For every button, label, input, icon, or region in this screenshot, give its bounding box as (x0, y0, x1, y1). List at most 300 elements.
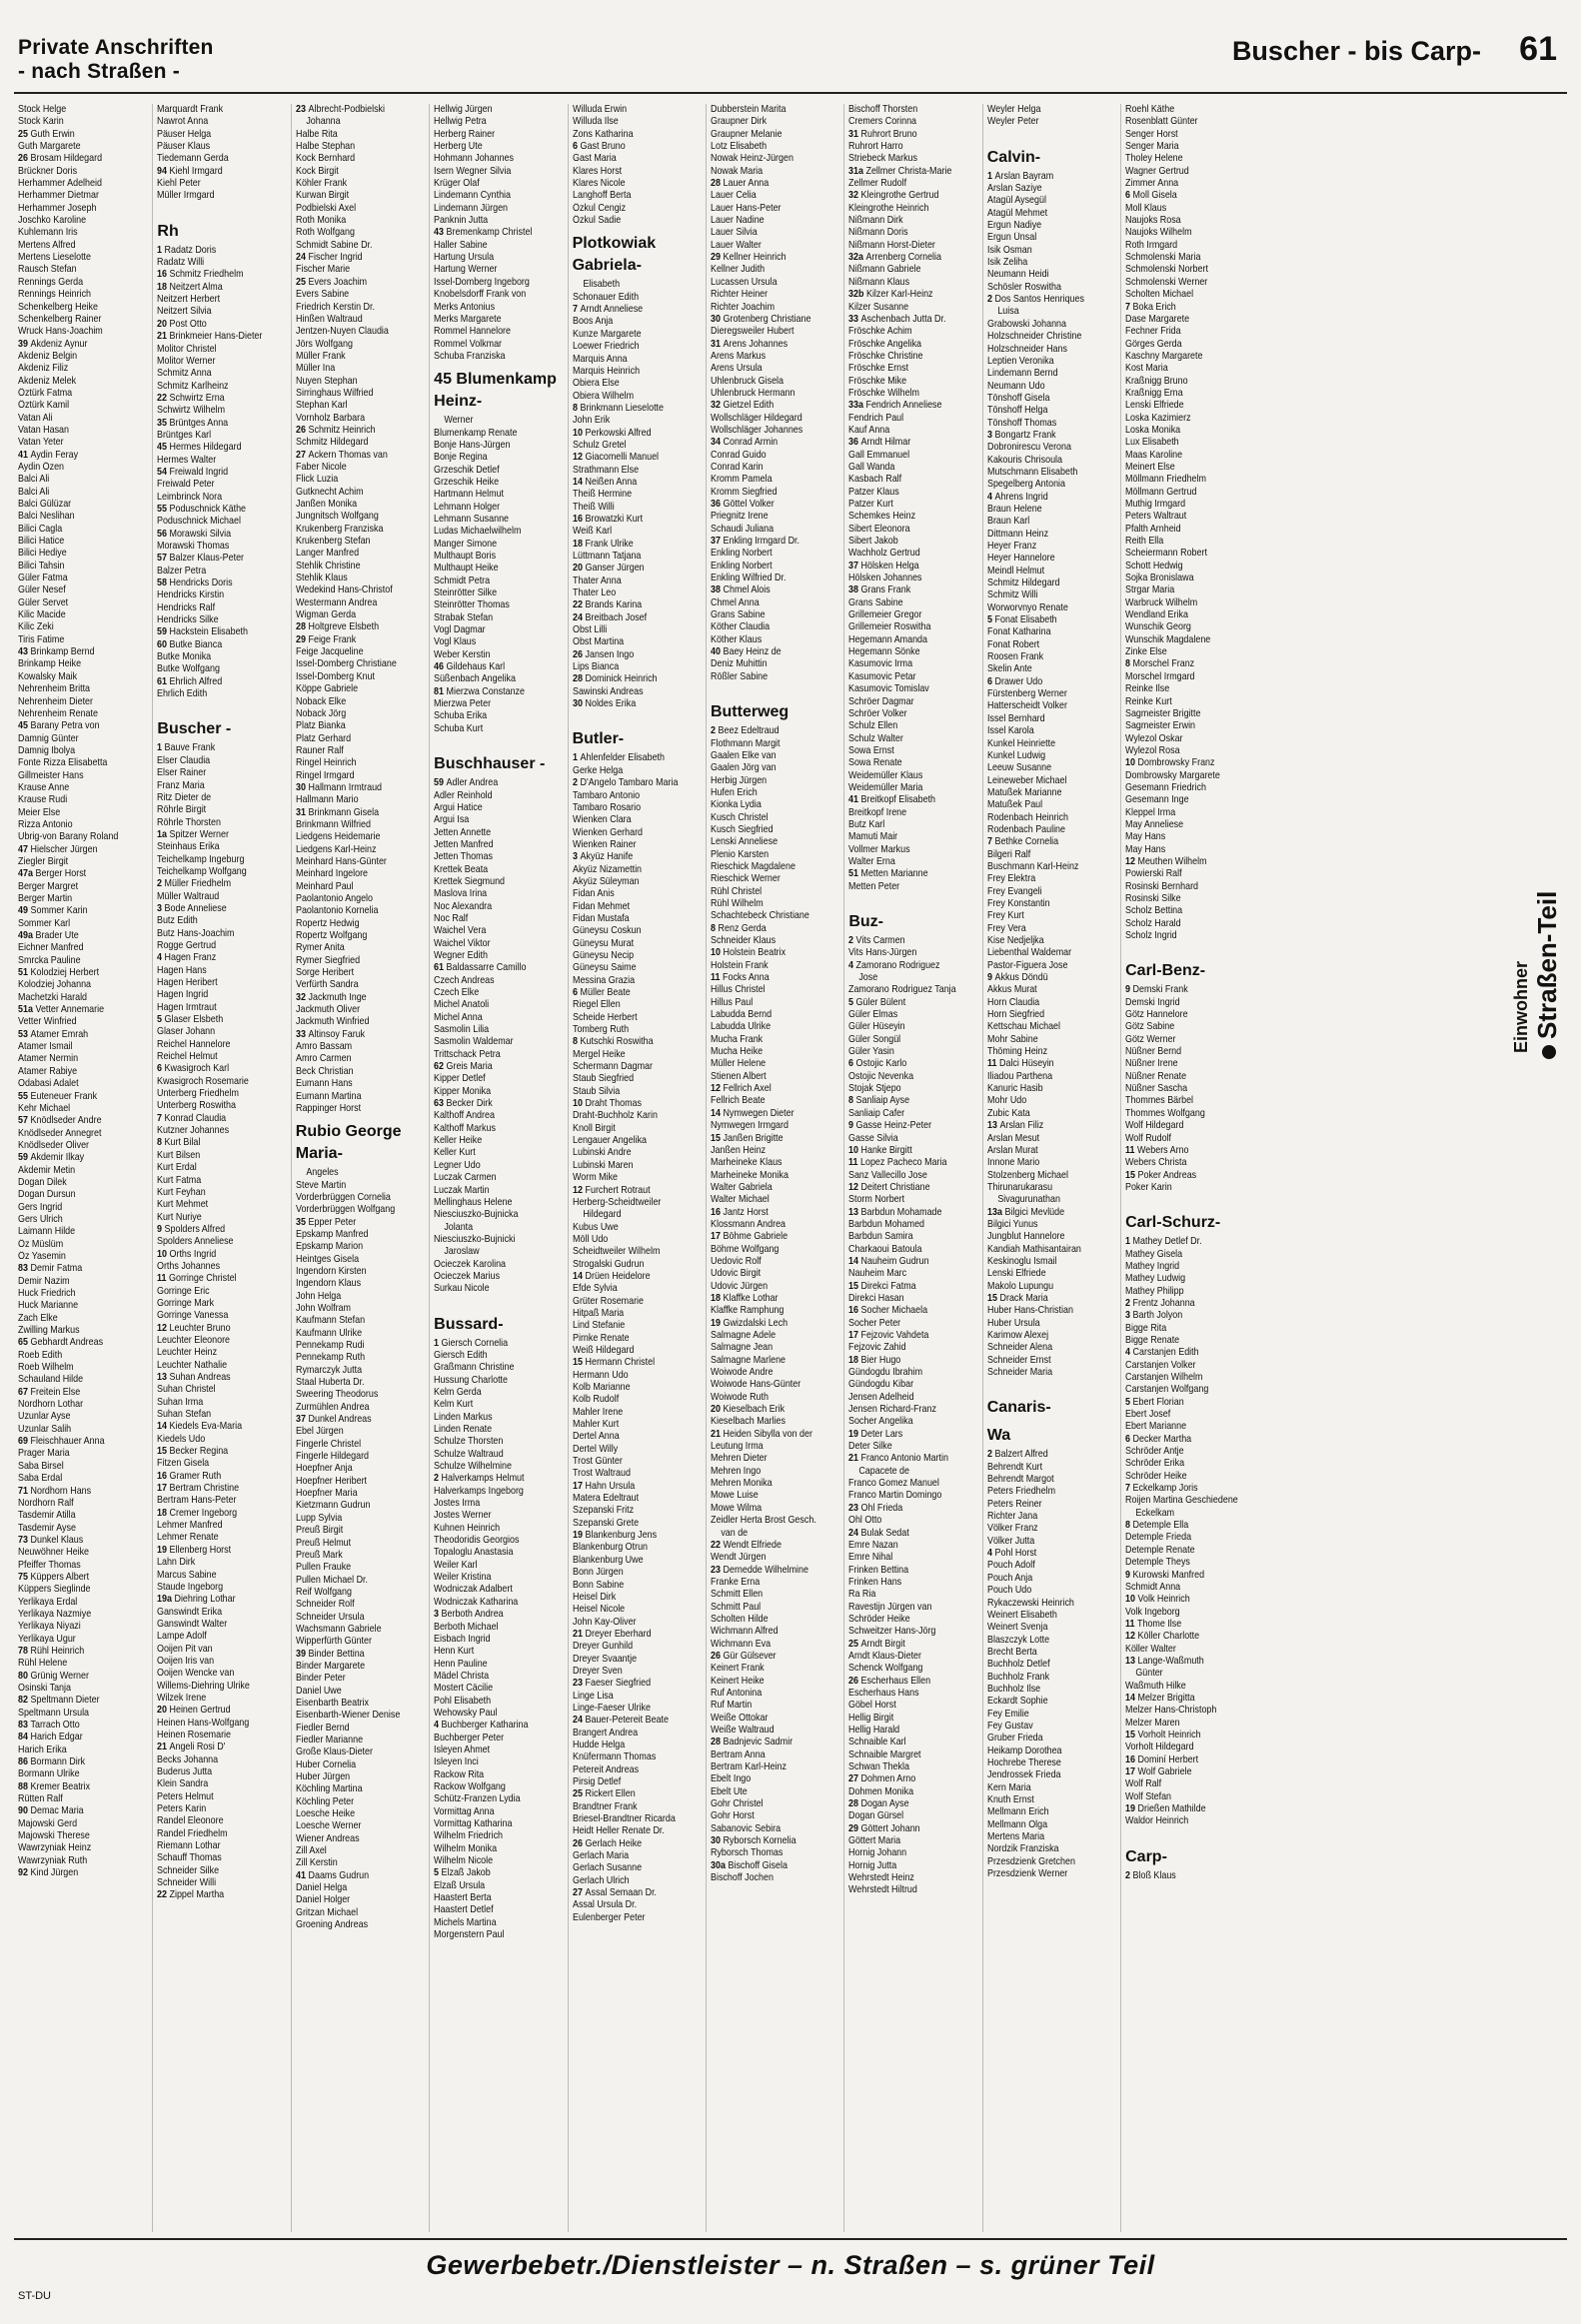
directory-entry: Rogge Gertrud (157, 939, 217, 951)
directory-entry: Schuba Franziska (434, 350, 506, 362)
directory-entry: Sojka Bronislawa (1125, 573, 1194, 584)
directory-entry: 30 Hallmann Irmtraud (295, 781, 382, 793)
directory-entry: Teichelkamp Ingeburg (157, 853, 245, 865)
directory-entry: 14 Kiedels Eva-Maria (157, 1421, 243, 1433)
house-number: 71 (18, 1485, 28, 1497)
directory-entry: Lenski Anneliese (710, 836, 779, 848)
directory-entry: Kipper Monika (434, 1085, 492, 1097)
house-number: 11 (710, 972, 721, 984)
directory-entry: Gruber Frieda (986, 1733, 1043, 1744)
directory-entry: 23 Albrecht-Podbielski (295, 104, 385, 115)
directory-entry: Linden Markus (434, 1411, 493, 1423)
directory-entry: Richter Joachim (710, 301, 776, 313)
directory-entry: Legner Udo (434, 1159, 481, 1171)
directory-entry: Roeb Wilhelm (18, 1362, 74, 1374)
directory-entry: Majowski Therese (18, 1830, 90, 1842)
directory-entry: Rieschick Werner (710, 873, 781, 885)
directory-entry: 17 Wolf Gabriele (1125, 1766, 1192, 1777)
directory-entry: Balci Gülüzar (18, 499, 72, 510)
directory-entry: Schmidt Sabine Dr. (295, 239, 373, 251)
directory-entry: Steve Martin (295, 1179, 346, 1191)
directory-entry: 23 Faeser Siegfried (572, 1678, 651, 1690)
house-number: 13 (986, 1120, 997, 1132)
directory-entry: 4 Ahrens Ingrid (986, 491, 1048, 503)
directory-entry: Heikamp Dorothea (986, 1744, 1062, 1756)
directory-entry: Klares Nicole (572, 178, 626, 190)
house-number: 8 (157, 1137, 163, 1149)
directory-entry: Deniz Muhittin (710, 658, 768, 670)
directory-entry: Sabanovic Sebira (710, 1822, 782, 1834)
directory-entry: 17 Fejzovic Vahdeta (848, 1330, 929, 1341)
directory-entry: Mädel Christa (434, 1670, 490, 1682)
spacer (1125, 1828, 1254, 1840)
directory-entry: Lampe Adolf (157, 1631, 208, 1643)
directory-entry: Nehrenheim Dieter (18, 695, 94, 707)
directory-entry: Pastor-Figuera Jose (986, 959, 1068, 971)
footer-rule (14, 2238, 1567, 2240)
directory-entry: Köther Claudia (710, 621, 771, 633)
directory-entry: Wodniczak Katharina (434, 1596, 519, 1608)
directory-entry: Balci Ali (18, 474, 50, 486)
directory-entry: Preuß Birgit (295, 1525, 343, 1537)
directory-entry: 10 Dombrowsky Franz (1125, 757, 1215, 769)
directory-entry: Senger Maria (1125, 141, 1179, 153)
house-number: 14 (572, 1270, 583, 1282)
street-heading: Rh (157, 222, 179, 240)
directory-entry: Ocieczek Marius (434, 1270, 501, 1282)
directory-entry: Blaszczyk Lotte (986, 1634, 1049, 1646)
directory-entry: Barbdun Samira (848, 1231, 913, 1243)
directory-entry: 16 Socher Michaela (848, 1305, 928, 1317)
directory-entry: Franco Gomez Manuel (848, 1478, 940, 1490)
directory-entry: Günter (1135, 1668, 1163, 1680)
directory-entry: Ganswindt Walter (157, 1618, 228, 1630)
directory-entry: Steinrötter Silke (434, 587, 498, 599)
directory-entry: Luczak Martin (434, 1184, 490, 1196)
directory-entry: 8 Detemple Ella (1125, 1520, 1189, 1532)
directory-entry: Kilic Zeki (18, 621, 54, 633)
directory-entry: Langhoff Berta (572, 190, 632, 202)
directory-entry: Hartung Ursula (434, 252, 495, 264)
directory-entry: Güneysu Coskun (572, 925, 642, 937)
directory-entry: Akkus Murat (986, 984, 1037, 996)
directory-entry: Jostes Irma (434, 1498, 481, 1510)
house-number: 4 (986, 1548, 992, 1560)
directory-entry: 32 Gietzel Edith (710, 400, 775, 412)
directory-entry: Reichel Helmut (157, 1051, 218, 1063)
directory-entry: Michels Martina (434, 1916, 497, 1928)
directory-entry: Atamer Rabiye (18, 1065, 78, 1077)
directory-entry: Saba Birsel (18, 1460, 64, 1472)
directory-entry: Ringel Irmgard (295, 769, 355, 781)
directory-entry: Carstanjen Wolfgang (1125, 1384, 1209, 1396)
directory-entry: Gast Maria (572, 153, 617, 165)
spacer (157, 203, 286, 215)
directory-entry: Stephan Karl (295, 400, 348, 412)
directory-entry: Leptien Veronika (986, 355, 1054, 367)
directory-entry: Marquis Anna (572, 353, 628, 365)
directory-entry: Hartmann Helmut (434, 489, 505, 501)
directory-entry: 19 Deter Lars (848, 1428, 903, 1440)
directory-entry: Schonauer Edith (572, 291, 639, 303)
directory-entry: 23 Ohl Frieda (848, 1502, 903, 1514)
directory-entry: Michel Anna (434, 1011, 483, 1023)
directory-entry: Kwasigroch Rosemarie (157, 1075, 250, 1087)
directory-entry: 59 Hackstein Elisabeth (157, 626, 249, 638)
house-number: 4 (434, 1720, 440, 1732)
house-number: 16 (1125, 1753, 1136, 1765)
directory-entry: Huber Hans-Christian (986, 1305, 1073, 1317)
directory-entry: Tambaro Rosario (572, 801, 641, 813)
directory-entry: Hartung Werner (434, 264, 498, 276)
directory-entry: Issel-Domberg Ingeborg (434, 276, 531, 288)
directory-entry: Bigge Rita (1125, 1322, 1167, 1334)
directory-entry: Zurmühlen Andrea (295, 1401, 370, 1413)
directory-entry: Gillmeister Hans (18, 769, 84, 781)
directory-entry: Wehrstedt Heinz (848, 1872, 915, 1884)
directory-entry: Bischoff Thorsten (848, 104, 918, 115)
house-number: 20 (157, 1705, 168, 1717)
directory-entry: 28 Lauer Anna (710, 178, 770, 190)
directory-entry: Jetten Annette (434, 826, 492, 838)
directory-entry: Binder Peter (295, 1673, 346, 1685)
directory-entry: 7 Konrad Claudia (157, 1112, 227, 1124)
directory-entry: Wendland Erika (1125, 609, 1189, 621)
directory-entry: 38 Chmel Alois (710, 584, 771, 596)
directory-entry: Bertram Hans-Peter (157, 1495, 237, 1507)
house-number: 1 (986, 170, 992, 182)
directory-entry: Damnig Günter (18, 732, 79, 744)
directory-entry: Udovic Jürgen (710, 1280, 769, 1292)
directory-entry: 8 Kutschki Roswitha (572, 1036, 654, 1048)
directory-entry: Marheineke Monika (710, 1169, 789, 1181)
directory-entry: 2 Dos Santos Henriques (986, 294, 1084, 306)
directory-entry: Stock Karin (18, 116, 64, 128)
directory-entry: Salmagne Adele (710, 1330, 777, 1341)
directory-entry: Leuchter Nathalie (157, 1359, 228, 1371)
directory-entry: 3 Bongartz Frank (986, 429, 1056, 441)
directory-entry: Hoepfner Anja (295, 1463, 353, 1475)
directory-entry: 53 Atamer Emrah (18, 1028, 89, 1040)
house-number: 12 (572, 1184, 583, 1196)
house-number: 8 (572, 402, 578, 414)
directory-entry: Weinert Svenja (986, 1622, 1048, 1634)
directory-entry: Lauer Silvia (710, 227, 758, 239)
directory-entry: Frey Vera (986, 922, 1026, 934)
house-number: 26 (295, 424, 306, 436)
directory-entry: Noc Ralf (434, 912, 469, 924)
house-number: 10 (848, 1144, 859, 1156)
directory-entry: Mertens Maria (986, 1831, 1044, 1843)
directory-entry: Richter Jana (986, 1511, 1037, 1523)
house-number: 19 (1125, 1803, 1136, 1815)
directory-entry: Scholz Bettina (1125, 905, 1183, 917)
house-number: 10 (1125, 757, 1136, 769)
directory-entry: Lupp Sylvia (295, 1512, 342, 1524)
directory-entry: Ooijen Wencke van (157, 1668, 235, 1680)
directory-entry: Görges Gerda (1125, 338, 1182, 350)
spacer (987, 1379, 1116, 1391)
directory-entry: Leeuw Susanne (986, 762, 1051, 774)
directory-entry: Nymwegen Irmgard (710, 1120, 789, 1132)
directory-entry: Arens Markus (710, 350, 767, 362)
directory-entry: 41 Daams Gudrun (295, 1869, 369, 1881)
directory-entry: Roth Irmgard (1125, 239, 1178, 251)
directory-entry: Pouch Udo (986, 1585, 1031, 1597)
directory-entry: Wollschläger Hildegard (710, 412, 802, 424)
directory-entry: Kanuric Hasib (986, 1083, 1043, 1095)
directory-entry: Conrad Karin (710, 461, 764, 473)
directory-entry: Kehr Michael (18, 1102, 71, 1114)
house-number: 28 (710, 1737, 721, 1748)
directory-entry: Thirunarukarasu (986, 1181, 1052, 1193)
directory-entry: Amro Carmen (295, 1053, 352, 1065)
directory-entry: Wylezol Rosa (1125, 744, 1180, 756)
directory-entry: Theiß Willi (572, 501, 615, 513)
directory-entry: Heinen Rosemarie (157, 1729, 232, 1741)
directory-entry: Sagmeister Brigitte (1125, 707, 1201, 719)
house-number: 8 (572, 1036, 578, 1048)
directory-entry: Vogl Dagmar (434, 624, 486, 636)
directory-entry: Süßenbach Angelika (434, 673, 517, 685)
house-number: 58 (157, 578, 168, 589)
directory-entry: Preuß Mark (295, 1549, 343, 1561)
directory-entry: 6 Drawer Udo (986, 675, 1042, 687)
directory-entry: Fidan Mehmet (572, 900, 630, 912)
directory-entry: 18 Bier Hugo (848, 1354, 901, 1366)
directory-entry: 21 Dreyer Eberhard (572, 1628, 652, 1640)
house-number: 28 (848, 1798, 859, 1810)
directory-entry: Kelm Kurt (434, 1399, 474, 1411)
directory-entry: Kiehl Peter (157, 178, 202, 190)
directory-entry: 41 Breitkopf Elisabeth (848, 794, 936, 806)
directory-entry: Kelm Gerda (434, 1386, 482, 1398)
directory-entry: Gutknecht Achim (295, 486, 364, 498)
directory-entry: 6 Kwasigroch Karl (157, 1063, 230, 1075)
directory-entry: Dieregsweiler Hubert (710, 326, 794, 338)
directory-entry: Wolf Rudolf (1125, 1132, 1172, 1144)
directory-entry: Daniel Holger (295, 1894, 350, 1906)
directory-entry: 26 Schmitz Heinrich (295, 424, 376, 436)
directory-entry: Woiwode Andre (710, 1367, 774, 1379)
directory-entry: Salmagne Marlene (710, 1354, 786, 1366)
directory-entry: Fröschke Ernst (848, 363, 909, 375)
directory-entry: Wehowsky Paul (434, 1707, 498, 1719)
directory-entry: Ringel Heinrich (295, 757, 357, 769)
directory-entry: Radatz Willi (157, 257, 205, 269)
directory-entry: Nißmann Gabriele (848, 264, 921, 276)
directory-entry: Sasmolin Lilia (434, 1024, 490, 1036)
directory-entry: Schneider Silke (157, 1864, 220, 1876)
directory-entry: Hegemann Amanda (848, 633, 928, 645)
directory-entry: Wienken Rainer (572, 838, 637, 850)
directory-entry: 45 Hermes Hildegard (157, 442, 242, 454)
directory-entry: Riemann Lothar (157, 1840, 221, 1852)
directory-entry: Arens Ursula (710, 363, 763, 375)
directory-entry: Multhaupt Heike (434, 563, 499, 575)
directory-entry: Frinken Hans (848, 1576, 902, 1588)
house-number: 81 (434, 685, 445, 697)
directory-entry: Nißmann Klaus (848, 276, 910, 288)
directory-entry: Innone Mario (986, 1157, 1039, 1169)
house-number: 19 (848, 1428, 859, 1440)
directory-entry: Gerke Helga (572, 764, 623, 776)
directory-entry: Kieselbach Marlies (710, 1416, 786, 1428)
directory-entry: Scholten Hilde (710, 1613, 769, 1625)
directory-entry: Dubberstein Marita (710, 104, 787, 115)
house-number: 39 (295, 1648, 306, 1660)
house-number: 5 (1125, 1396, 1131, 1408)
directory-entry: Lubinski Andre (572, 1147, 632, 1159)
directory-entry: 5 Fonat Elisabeth (986, 614, 1057, 626)
directory-entry: Vorderbrüggen Wolfgang (295, 1204, 395, 1216)
directory-entry: Vorholt Hildegard (1125, 1742, 1194, 1753)
directory-entry: Kurt Mehmet (157, 1199, 209, 1211)
directory-entry: Lüttmann Tatjana (572, 551, 641, 562)
directory-entry: 32 Jackmuth Inge (295, 991, 367, 1003)
directory-entry: Schmitz Anna (157, 368, 213, 380)
house-number: 57 (18, 1115, 28, 1127)
directory-entry: Udovic Birgit (710, 1268, 762, 1280)
directory-entry: Isleyen Inci (434, 1756, 479, 1768)
house-number: 19a (157, 1594, 173, 1606)
directory-entry: Schösler Roswitha (986, 281, 1061, 293)
directory-entry: Sagmeister Erwin (1125, 720, 1196, 732)
directory-entry: Wigman Gerda (295, 609, 356, 621)
directory-entry: Köhler Frank (295, 178, 347, 190)
directory-entry: Thöming Heinz (986, 1046, 1047, 1058)
directory-entry: Hitpaß Maria (572, 1307, 624, 1319)
directory-entry: Peters Helmut (157, 1790, 215, 1802)
directory-entry: 15 Hermann Christel (572, 1357, 655, 1369)
directory-entry: Kraßnigg Erna (1125, 387, 1183, 399)
directory-entry: Blankenburg Otrun (572, 1542, 648, 1554)
directory-entry: Dogan Dilek (18, 1176, 67, 1188)
directory-entry: Franke Erna (710, 1576, 761, 1588)
directory-entry: Hagen Ingrid (157, 989, 209, 1001)
directory-entry: 12 Deitert Christiane (848, 1181, 930, 1193)
directory-entry: Wendt Jürgen (710, 1552, 767, 1564)
header-rule (14, 92, 1567, 94)
street-heading: Carp- (1125, 1847, 1167, 1865)
directory-entry: 60 Butke Bianca (157, 638, 223, 650)
house-number: 2 (1125, 1869, 1131, 1881)
directory-entry: Ryborsch Thomas (710, 1847, 784, 1859)
directory-entry: Lehmann Holger (434, 501, 501, 513)
house-number: 43 (18, 646, 28, 658)
directory-entry: Meinert Else (1125, 461, 1175, 473)
directory-entry: Kellner Judith (710, 264, 766, 276)
directory-entry: 36 Göttel Volker (710, 499, 775, 510)
directory-entry: Issel-Domberg Christiane (295, 658, 397, 670)
spacer (1125, 1194, 1254, 1206)
directory-entry: Escherhaus Hans (848, 1687, 919, 1699)
directory-entry: Rymarczyk Jutta (295, 1364, 362, 1376)
directory-entry: Luczak Carmen (434, 1172, 497, 1184)
directory-entry: Knödlseder Oliver (18, 1139, 90, 1151)
directory-entry: Lindemann Jürgen (434, 202, 509, 214)
directory-entry: 5 Elzaß Jakob (434, 1867, 491, 1879)
directory-entry: Frey Konstantin (986, 897, 1050, 909)
directory-entry: 10 Draht Thomas (572, 1098, 642, 1110)
house-number: 21 (848, 1453, 859, 1465)
directory-entry: 55 Euteneuer Frank (18, 1090, 98, 1102)
directory-entry: 21 Angeli Rosi D' (157, 1742, 226, 1753)
directory-entry: Reif Wolfgang (295, 1586, 352, 1598)
directory-entry: Angeles (306, 1167, 339, 1179)
house-number: 73 (18, 1534, 28, 1546)
directory-entry: Rymer Anita (295, 942, 345, 954)
directory-entry: Matußek Marianne (986, 786, 1062, 798)
house-number: 29 (710, 252, 721, 264)
directory-entry: 35 Brüntges Anna (157, 417, 229, 429)
directory-entry: Jensen Richard-Franz (848, 1404, 937, 1416)
directory-entry: Schwan Thekla (848, 1761, 910, 1773)
directory-entry: 83 Demir Fatma (18, 1263, 83, 1275)
directory-entry: Kakouris Chrisoula (986, 454, 1062, 466)
directory-entry: Conrad Guido (710, 449, 767, 461)
house-number: 21 (157, 331, 168, 343)
directory-entry: 49a Brader Ute (18, 930, 79, 942)
directory-entry: Strabak Stefan (434, 611, 494, 623)
directory-entry: Tholey Helene (1125, 153, 1183, 165)
directory-entry: Fröschke Christine (848, 350, 923, 362)
directory-entry: Köther Klaus (710, 633, 763, 645)
directory-entry: Uedovic Rolf (710, 1255, 762, 1267)
directory-entry: Reinke Ilse (1125, 683, 1170, 695)
directory-entry: Surkau Nicole (434, 1283, 490, 1295)
directory-entry: 11 Webers Arno (1125, 1144, 1189, 1156)
directory-entry: Vornholz Barbara (295, 412, 365, 424)
directory-entry: Rymer Siegfried (295, 954, 360, 966)
directory-entry: Atamer Nermin (18, 1053, 79, 1065)
footer-note: Gewerbebetr./Dienstleister – n. Straßen – s. grüner Teil (426, 2250, 1155, 2280)
directory-entry: Kromm Siegfried (710, 486, 778, 498)
directory-entry: Heyer Franz (986, 541, 1036, 552)
directory-entry: Fidan Mustafa (572, 912, 630, 924)
house-number: 33 (848, 313, 859, 325)
directory-entry: Ooijen Pit van (157, 1643, 214, 1655)
directory-entry: Nordhorn Lothar (18, 1399, 84, 1411)
directory-entry: Eisenbarth-Wiener Denise (295, 1710, 401, 1722)
directory-entry: Plenio Karsten (710, 848, 770, 860)
directory-entry: Zubic Kata (986, 1107, 1030, 1119)
directory-entry: Weyler Helga (986, 104, 1041, 115)
directory-entry: 12 Giacomelli Manuel (572, 452, 659, 464)
house-number: 3 (434, 1609, 440, 1621)
directory-entry: Kauf Anna (848, 424, 890, 436)
house-number: 32b (848, 289, 864, 301)
directory-entry: Detemple Frieda (1125, 1532, 1192, 1544)
directory-entry: Weiler Kristina (434, 1572, 492, 1584)
street-heading: Buz- (848, 913, 883, 930)
directory-entry: 80 Grünig Werner (18, 1670, 89, 1682)
directory-entry: 16 Dominí Herbert (1125, 1753, 1199, 1765)
directory-entry: Rühl Christel (710, 885, 763, 897)
directory-entry: Weiler Karl (434, 1559, 478, 1571)
directory-entry: Butz Hans-Joachim (157, 927, 235, 939)
house-number: 75 (18, 1571, 28, 1583)
directory-entry: 2 Frentz Johanna (1125, 1297, 1195, 1309)
directory-entry: Karimow Alexej (986, 1330, 1048, 1341)
directory-entry: Verfürth Sandra (295, 979, 359, 991)
house-number: 11 (1125, 1144, 1135, 1156)
directory-entry: 73 Dunkel Klaus (18, 1534, 84, 1546)
street-heading: Rubio George Maria- (295, 1123, 402, 1163)
directory-entry: Stehlik Klaus (295, 573, 348, 584)
directory-entry: Fischer Marie (295, 264, 350, 276)
directory-entry: Lengauer Angelika (572, 1135, 647, 1147)
